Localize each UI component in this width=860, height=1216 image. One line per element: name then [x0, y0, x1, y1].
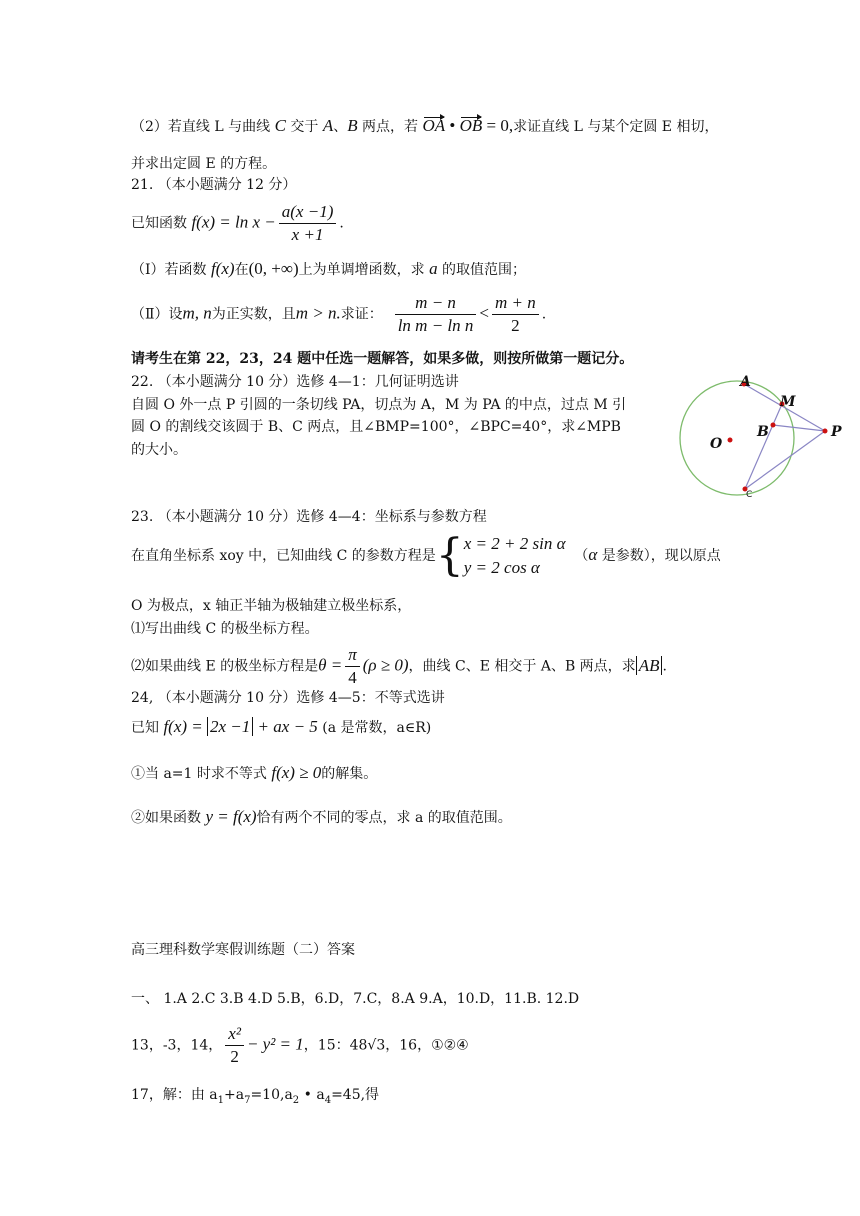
vector-OB: OB: [459, 116, 483, 135]
equation-y: y = 2 cos α: [463, 558, 540, 577]
text: .: [541, 306, 547, 323]
text: ①当 a=1 时求不等式: [131, 766, 272, 782]
text: （Ⅱ）设: [131, 306, 183, 323]
label-M: M: [780, 394, 796, 410]
text: 13，-3，14，: [131, 1037, 223, 1054]
parametric-system: [464, 532, 566, 580]
q23-item1: ⑴写出曲线 C 的极坐标方程。: [131, 621, 319, 637]
equals-zero: = 0,: [482, 116, 514, 135]
text: 在: [234, 262, 249, 278]
circle-O: [680, 381, 794, 495]
text: • a: [299, 1087, 325, 1103]
text: 求证直线 L 与某个定圆 E 相切，: [513, 119, 719, 135]
math-condition: m > n.: [295, 303, 341, 323]
math-function: y = f(x): [205, 807, 257, 826]
label-C: C: [746, 490, 753, 500]
math-sqrt: √3: [367, 1037, 386, 1054]
q20-part2-line2: 并求出定圆 E 的方程。: [131, 156, 277, 172]
fraction-pi-4: [345, 645, 360, 688]
text: 已知函数: [131, 215, 192, 232]
subscript: 1: [217, 1094, 224, 1106]
math-hyperbola: − y² = 1: [246, 1034, 304, 1054]
less-than: <: [479, 303, 489, 323]
q24-item2: [131, 807, 512, 828]
text: 上为单调增函数，求: [298, 262, 430, 278]
subscript: 4: [324, 1094, 332, 1106]
q21-part2: [131, 293, 546, 336]
q22-line3: 的大小。: [131, 442, 187, 458]
math-expr: + ax − 5: [253, 717, 318, 736]
math-mn: m, n: [182, 303, 212, 323]
denominator: x +1: [291, 225, 324, 244]
answers-q17: [131, 1085, 379, 1111]
text: 的解集。: [321, 766, 378, 782]
text: .: [339, 215, 344, 232]
text: ②如果函数: [131, 810, 206, 826]
text: (a 是常数，a∈R): [317, 720, 432, 736]
math-abs: 2x −1: [207, 717, 253, 736]
math-abs-AB: AB: [636, 656, 663, 675]
text: ⑵如果曲线 E 的极坐标方程是: [131, 658, 319, 675]
equation-x: x = 2 + 2 sin α: [463, 534, 566, 553]
text: 两点，若: [357, 119, 423, 135]
q24-title: 24, （本小题满分 10 分）选修 4—5：不等式选讲: [131, 690, 445, 706]
text: 在直角坐标系 xoy 中，已知曲线 C 的参数方程是: [131, 548, 436, 564]
numerator: x²: [225, 1024, 244, 1046]
math-theta: θ =: [318, 655, 343, 675]
q22-line1: 自圆 O 外一点 P 引圆的一条切线 PA，切点为 A，M 为 PA 的中点，过点 M 引: [131, 397, 627, 413]
function-expression: f(x) = ln x −: [191, 212, 276, 232]
label-O: O: [710, 436, 723, 452]
numerator: m − n: [395, 293, 477, 315]
subscript: 7: [244, 1094, 251, 1106]
math-fx: f(x): [210, 259, 235, 278]
answers-title: 高三理科数学寒假训练题（二）答案: [131, 942, 355, 958]
fraction: [279, 202, 337, 245]
label-A: A: [740, 374, 751, 390]
numerator: m + n: [492, 293, 539, 315]
text: 恰有两个不同的零点，求 a 的取值范围。: [256, 810, 512, 826]
text: 是参数），现以原点: [597, 548, 721, 564]
q22-title: 22. （本小题满分 10 分）选修 4—1：几何证明选讲: [131, 374, 459, 390]
numerator: a(x −1): [279, 202, 337, 224]
math-a: a: [429, 259, 438, 278]
math-C: C: [274, 116, 286, 135]
q23-title: 23. （本小题满分 10 分）选修 4—4：坐标系与参数方程: [131, 509, 487, 525]
geometry-figure: [672, 372, 852, 502]
math-B: B: [347, 116, 358, 135]
text: ，15：48: [303, 1037, 368, 1054]
circled-numbers: ①②④: [431, 1037, 469, 1054]
text: 为正实数，且: [211, 306, 296, 323]
text: （Ⅰ）若函数: [131, 262, 211, 278]
denominator: 2: [511, 316, 520, 335]
math-fx: f(x) =: [163, 717, 208, 736]
text: ，16，: [385, 1037, 432, 1054]
subscript: 2: [292, 1094, 300, 1106]
text: （: [574, 548, 589, 564]
q20-part2-line1: [131, 116, 718, 137]
text: 已知: [131, 720, 164, 736]
numerator: π: [345, 645, 360, 667]
math-condition: (ρ ≥ 0): [362, 655, 409, 675]
denominator: ln m − ln n: [397, 316, 474, 335]
point-B: [771, 423, 776, 428]
interval: (0, +∞): [248, 259, 299, 278]
math-inequality: f(x) ≥ 0: [271, 763, 322, 782]
denominator: 4: [348, 668, 357, 687]
text: ，曲线 C、E 相交于 A、B 两点，求: [408, 658, 636, 675]
fraction-lhs: [395, 293, 477, 336]
text: 求证：: [340, 306, 383, 323]
q23-item2: [131, 645, 667, 688]
point-P: [823, 429, 828, 434]
q21-part1: [131, 259, 526, 280]
text: =10,a: [250, 1087, 293, 1103]
math-alpha: α: [588, 545, 598, 564]
text: +a: [224, 1087, 245, 1103]
q22-line2: 圆 O 的割线交该圆于 B、C 两点，且∠BMP=100°，∠BPC=40°，求∠MPB: [131, 419, 621, 435]
q24-item1: [131, 763, 377, 784]
denominator: 2: [230, 1047, 239, 1066]
text: 的取值范围；: [437, 262, 527, 278]
text: 交于: [285, 119, 323, 135]
notice: 请考生在第 22，23，24 题中任选一题解答，如果多做，则按所做第一题记分。: [131, 351, 634, 367]
label-P: P: [831, 424, 842, 440]
fraction-x2-2: [225, 1024, 244, 1067]
text: 、: [333, 119, 348, 135]
q21-title: 21. （本小题满分 12 分）: [131, 177, 297, 193]
text: .: [662, 658, 667, 675]
answers-multiple-choice: 一、 1.A 2.C 3.B 4.D 5.B，6.D，7.C，8.A 9.A，10.D，11.B. 12.D: [131, 991, 580, 1007]
vector-OA: OA: [422, 116, 446, 135]
text: （2）若直线 L 与曲线: [131, 119, 275, 135]
q21-given: [131, 202, 344, 245]
answers-fill-in: [131, 1024, 469, 1067]
point-O: [728, 438, 733, 443]
dot-operator: •: [449, 116, 456, 135]
label-B: B: [757, 424, 769, 440]
math-A: A: [322, 116, 334, 135]
q24-given: [131, 717, 431, 738]
brace: {: [435, 530, 464, 581]
text: 17，解：由 a: [131, 1087, 218, 1103]
text: =45,得: [331, 1087, 380, 1103]
q23-line1: [131, 532, 721, 580]
fraction-rhs: [492, 293, 539, 336]
q23-line2: O 为极点，x 轴正半轴为极轴建立极坐标系，: [131, 598, 412, 614]
